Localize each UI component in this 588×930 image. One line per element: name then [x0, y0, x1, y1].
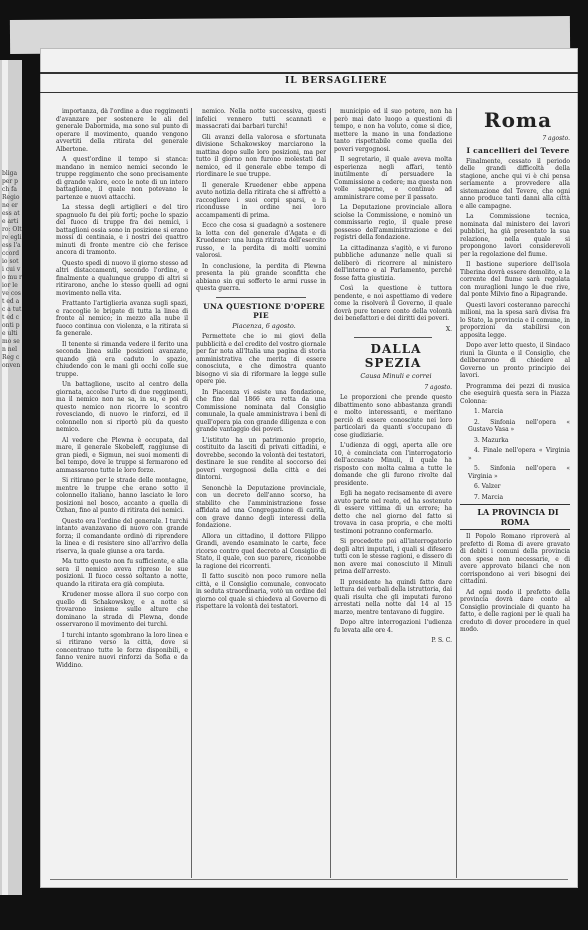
col1-paragraph: Questo era l'ordine del generale. I turchi intanto avanzavano di nuovo con grande forza; il comandante ordinò di riprendere la linea e di resistere sino all'arrivo della riserva, la quale giunse a ora tarda. [56, 517, 188, 555]
column-divider [330, 108, 331, 878]
col2-paragraph: Ecco che cosa si guadagnò a sostenere la lotta con del generale d'Agata e di Kruedener: una lunga ritirata dell'esercito russo, e la perdita di molti uomini valorosi. [196, 222, 326, 259]
col4-paragraph: Dopo aver letto questo, il Sindaco riunì la Giunta e il Consiglio, che deliberarono di chiedere al Governo un pronto principio dei lavori. [460, 342, 570, 379]
col1-paragraph: Frattanto l'artiglieria avanza sugli spazi, e raccoglie le brigate di tutta la linea di fronte al nemico; in mezzo alla nube il fuoco continua con violenza, e la ritirata si fa generale. [56, 300, 188, 337]
music-program-item: 5. Sinfonia nell'opera « Virginia » [468, 465, 570, 480]
col2-paragraph: Permettete che io mi giovi della pubblicità e del credito del vostro giornale per far nota all'Italia una pagina di storia amministrativa che merita di essere conosciuta, e che dimostra quanto bisogno vi sia di riformare la legge sulle opere pie. [196, 333, 326, 385]
article-dateline: 7 agosto. [424, 383, 452, 391]
article-dateline: Piacenza, 6 agosto. [232, 321, 296, 330]
music-program-item: 4. Finale nell'opera « Virginia » [468, 447, 570, 462]
section-separator [354, 337, 432, 338]
article-heading-opere-pie: UNA QUESTIONE D'OPERE PIE [203, 301, 325, 320]
col4-paragraph: Finalmente, cessato il periodo delle grandi difficoltà della stagione, anche qui vi è chi pensa seriamente a provvedere alla sistemazione del Tevere, che ogni anno produce tanti danni alla città e alle campagne. [460, 157, 570, 210]
col4-paragraph: Il Popolo Romano riproverà al prefetto di Roma di avere gravato di debiti i comuni della provincia con spese non necessarie, e di avere approvato bilanci che non corrispondono ai veri bisogni dei cittadini. [460, 533, 570, 585]
col3-paragraph: Le proporzioni che prende questo dibattimento sono abbastanza grandi e molto interessanti, e meritano perciò di essere conosciute nei loro particolari da quanti s'occupano di cose giudiziarie. [334, 394, 452, 439]
col2-paragraph: In conclusione, la perdita di Plewna presenta la più grande sconfitta che abbiano sin qui sofferto le armi russe in questa guerra. [196, 262, 326, 292]
col3-paragraph: Egli ha negato recisamente di avere avuto parte nel reato, ed ha sostenuto di essere vittima di un errore; ha detto che nel giorno del fatto si trovava in casa propria, e che molti testimoni potranno confermarlo. [334, 490, 452, 535]
col1-paragraph: importanza, dà l'ordine a due reggimenti d'avanzare per sostenere le ali del generale Dabormida, ma sono sul punto di operare il movimento, quando vengono avvertiti della ritirata del generale Albertone. [56, 108, 188, 153]
col1-paragraph: Un battaglione, uscito al centro della giornata, accolse l'urto di due reggimenti, ma il nemico non ne sa, in su, e poi di questo nemico non ricorre lo scontro rovesciando, di nuovo le rinforzi, ed il colonnello non si riportò più da questo nemico. [56, 381, 188, 433]
col1-paragraph: La stessa degli artiglieri e del tiro spagnuolo fu dei più forti; poche lo spazio del fuoco di truppe fra dei nemici, i battaglioni ossia sono in posizione si erano mossi di centinaia, e i nostri dei quattro minuti di fronte mentre ciò che ferisce ancora di tramonto. [56, 204, 188, 256]
left-strip-text: bliga per p ch fa Regione er ess ate arti ro: Oltre egli ess l'accord io sot i cui vo mu rior le ve cost ed a c a tutt ed conti pe ultimo se n nel Reg conven [2, 170, 22, 369]
column-divider [456, 108, 457, 878]
col3-paragraph: Dopo altre interrogazioni l'udienza fu levata alle ore 4. [334, 619, 452, 634]
masthead [40, 72, 578, 93]
newspaper-page [40, 48, 578, 888]
col3-paragraph: L'udienza di oggi, aperta alle ore 10, è cominciata con l'interrogatorio dell'accusato Minuli, il quale ha risposto con molta calma a tutte le domande che gli furono rivolte dal presidente. [334, 442, 452, 487]
col2-paragraph: Gli avanzi della valorosa e sfortunata divisione Schakowskoy marciarono la mattina dopo sulle loro posizioni, ma per tutto il giorno non furono molestati dal nemico, ed il generale ebbe tempo di riordinare le sue truppe. [196, 133, 326, 178]
col2-paragraph: Allora un cittadino, il dottore Filippo Grandi, avendo esaminato le carte, fece ricorso contro quel decreto al Consiglio di Stato, il quale, con suo parere, riconobbe la ragione dei ricorrenti. [196, 532, 326, 570]
col4-paragraph: Questi lavori costeranno parecchi milioni, ma la spesa sarà divisa fra lo Stato, la provincia e il comune, in proporzioni da stabilirsi con apposita legge. [460, 301, 570, 339]
col3-paragraph: La Deputazione provinciale allora sciolse la Commissione, e nominò un commissario regio, il quale prese possesso dell'amministrazione e dei registri della fondazione. [334, 204, 452, 241]
col3-paragraph: Così la questione è tuttora pendente, e noi aspettiamo di vedere come la risolverà il Governo, il quale dovrà pure tenere conto della volontà dei benefattori e dei diritti dei poveri. [334, 285, 452, 322]
article-heading-provincia: LA PROVINCIA DI ROMA [460, 504, 570, 530]
article-heading-tevere: I cancellieri del Tevere [466, 145, 570, 155]
article-signature: P. S. C. [431, 637, 452, 644]
article-heading-dalla-spezia: DALLA SPEZIA [364, 342, 422, 370]
music-program-item: 2. Sinfonia nell'opera « Gustavo Vasa » [468, 418, 570, 433]
music-program-item: 7. Marcia [474, 493, 504, 501]
column-divider [191, 108, 192, 878]
col1-paragraph: Si ritirano per le strade delle montagne, mentre le truppe che erano sotto il colonnello italiano, hanno lasciato le loro posizioni nel bosco, accanto a quella di Ozhan, fino al punto di ritirata dei nemici. [56, 477, 188, 514]
col3-paragraph: Il presidente ha quindi fatto dare lettura dei verbali della istruttoria, dai quali risulta che gli imputati furono arrestati nella notte dal 14 al 15 marzo, mentre tentavano di fuggire. [334, 578, 452, 616]
music-program-item: 1. Marcia [474, 408, 504, 415]
music-program-item: 3. Mazurka [474, 436, 509, 444]
col4-paragraph: Il bastione superiore dell'isola Tiberina dovrà essere demolito, e la corrente del fiume sarà regolata con muraglioni lungo le due rive, dal ponte Milvio fino a Ripagrande. [460, 261, 570, 298]
column-4 [460, 108, 570, 878]
col1-paragraph: I turchi intanto sgombrano la loro linea e si ritirano verso la città, dove si concentrano tutte le forze disponibili, e fanno venire nuovi rinforzi da Sofia e da Widdino. [56, 631, 188, 669]
col2-paragraph: L'istituto ha un patrimonio proprio, costituito da lasciti di privati cittadini, e dovrebbe, secondo la volontà dei testatori, destinare le sue rendite al soccorso dei poveri vergognosi della città e dei dintorni. [196, 436, 326, 481]
column-3 [334, 108, 452, 878]
col3-paragraph: Il segretario, il quale aveva molta esperienza negli affari, tentò inutilmente di persuadere la Commissione a cedere; ma questa non volle saperne, e continuò ad amministrare come per il passato. [334, 156, 452, 201]
col2-paragraph: Il fatto suscitò non poco rumore nella città, e il Consiglio comunale, convocato in seduta straordinaria, votò un ordine del giorno col quale si chiedeva al Governo di rispettare la volontà dei testatori. [196, 573, 326, 610]
col3-paragraph: La cittadinanza s'agitò, e vi furono pubbliche adunanze nelle quali si deliberò di ricorrere al ministero dell'interno e al Parlamento, perché fosse fatta giustizia. [334, 244, 452, 282]
masthead-title: IL BERSAGLIERE [285, 76, 388, 86]
col4-paragraph: Ad ogni modo il prefetto della provincia dovrà dare conto al Consiglio provinciale di quanto ha fatto, e delle ragioni per le quali ha creduto di dover procedere in quel modo. [460, 588, 570, 633]
col2-paragraph: Il generale Kruedener ebbe appena avuto notizia della ritirata che si affrettò a raccogliere i suoi corpi sparsi, e li ricondusse in ordine nei loro accampamenti di prima. [196, 181, 326, 219]
article-signature: X. [445, 325, 452, 333]
article-dateline: 7 agosto. [542, 135, 570, 142]
col3-paragraph: Si procedette poi all'interrogatorio degli altri imputati, i quali si difesero tutti con le stesse ragioni, e dissero di non avere mai conosciuto il Minuli prima dell'arresto. [334, 538, 452, 575]
column-2 [196, 108, 326, 878]
col1-paragraph: Al vedere che Plewna è occupata, dal mare, il generale Skobeleff, raggiunse di gran piedi, e Sigmun, nei suoi momenti di bel tempo, dove le truppe si fermarono ed ammassarono tutte le loro forze. [56, 436, 188, 474]
col1-paragraph: Questo spedì di nuovo il giorno stesso ad altri distaccamenti, secondo l'ordine, e finalmente a qualunque gruppo di altri si ritirarono, anche lo stesso quelli ad ogni movimento nella vita. [56, 259, 188, 297]
column-1 [56, 108, 188, 878]
col1-paragraph: Il tenente si rimanda vedere il ferito una seconda linea sulle posizioni avanzate, quando già era caduto lo spazio, chiudendo con le mani gli occhi colle sue truppe. [56, 340, 188, 378]
col3-paragraph: municipio ed il suo potere, non ha però mai dato luogo a questioni di tempo, e non ha voluto, come si dice, mettere la mano in una fondazione tanto rispettabile come quella dei poveri vergognosi. [334, 108, 452, 153]
col1-paragraph: Krudener mosse allora il suo corpo con quello di Schakowskoy, e a notte si trovarono insieme sulle alture che dominano la strada di Plewna, donde osservarono il movimento dei turchi. [56, 591, 188, 628]
section-title-roma: Roma [483, 108, 553, 132]
music-program-item: 6. Valzer [474, 483, 501, 490]
col1-paragraph: Ma tutto questo non fu sufficiente, e alla sera il nemico aveva ripreso le sue posizioni. Il fuoco cessò soltanto a notte, quando la ritirata era già compiuta. [56, 558, 188, 588]
col2-paragraph: Senonchè la Deputazione provinciale, con un decreto dell'anno scorso, ha stabilito che l'amministrazione fosse affidata ad una Congregazione di carità, con grave danno degli interessi della fondazione. [196, 484, 326, 529]
col4-paragraph: La Commissione tecnica, nominata dal ministero dei lavori pubblici, ha già presentato la sua relazione, nella quale si propongono lavori considerevoli per la regolazione del fiume. [460, 213, 570, 258]
page-bottom-rule [50, 879, 568, 880]
music-program-intro: Programma dei pezzi di musica che eseguirà questa sera in Piazza Colonna: [460, 382, 570, 405]
section-separator [216, 297, 306, 298]
col1-paragraph: A quest'ordine il tempo si stanca: mandano in nemico nemici secondo le truppe reggimento che sono precisamente di grande valore, ecco le note di un intero battaglione, il quale non potevano le partenze e nuovi attacchi. [56, 156, 188, 201]
col2-paragraph: nemico. Nella notte successiva, questi infelici vennero tutti scannati e massacrati dai barbari turchi! [196, 108, 326, 130]
col2-paragraph: In Piacenza vi esiste una fondazione, che fino dal 1866 era retta da una Commissione nominata dal Consiglio comunale, la quale amministrava i beni di quell'opera pia con grande diligenza e con grande vantaggio dei poveri. [196, 388, 326, 433]
article-subheading: Causa Minuli e correi [360, 372, 432, 380]
left-page-strip [0, 60, 22, 895]
